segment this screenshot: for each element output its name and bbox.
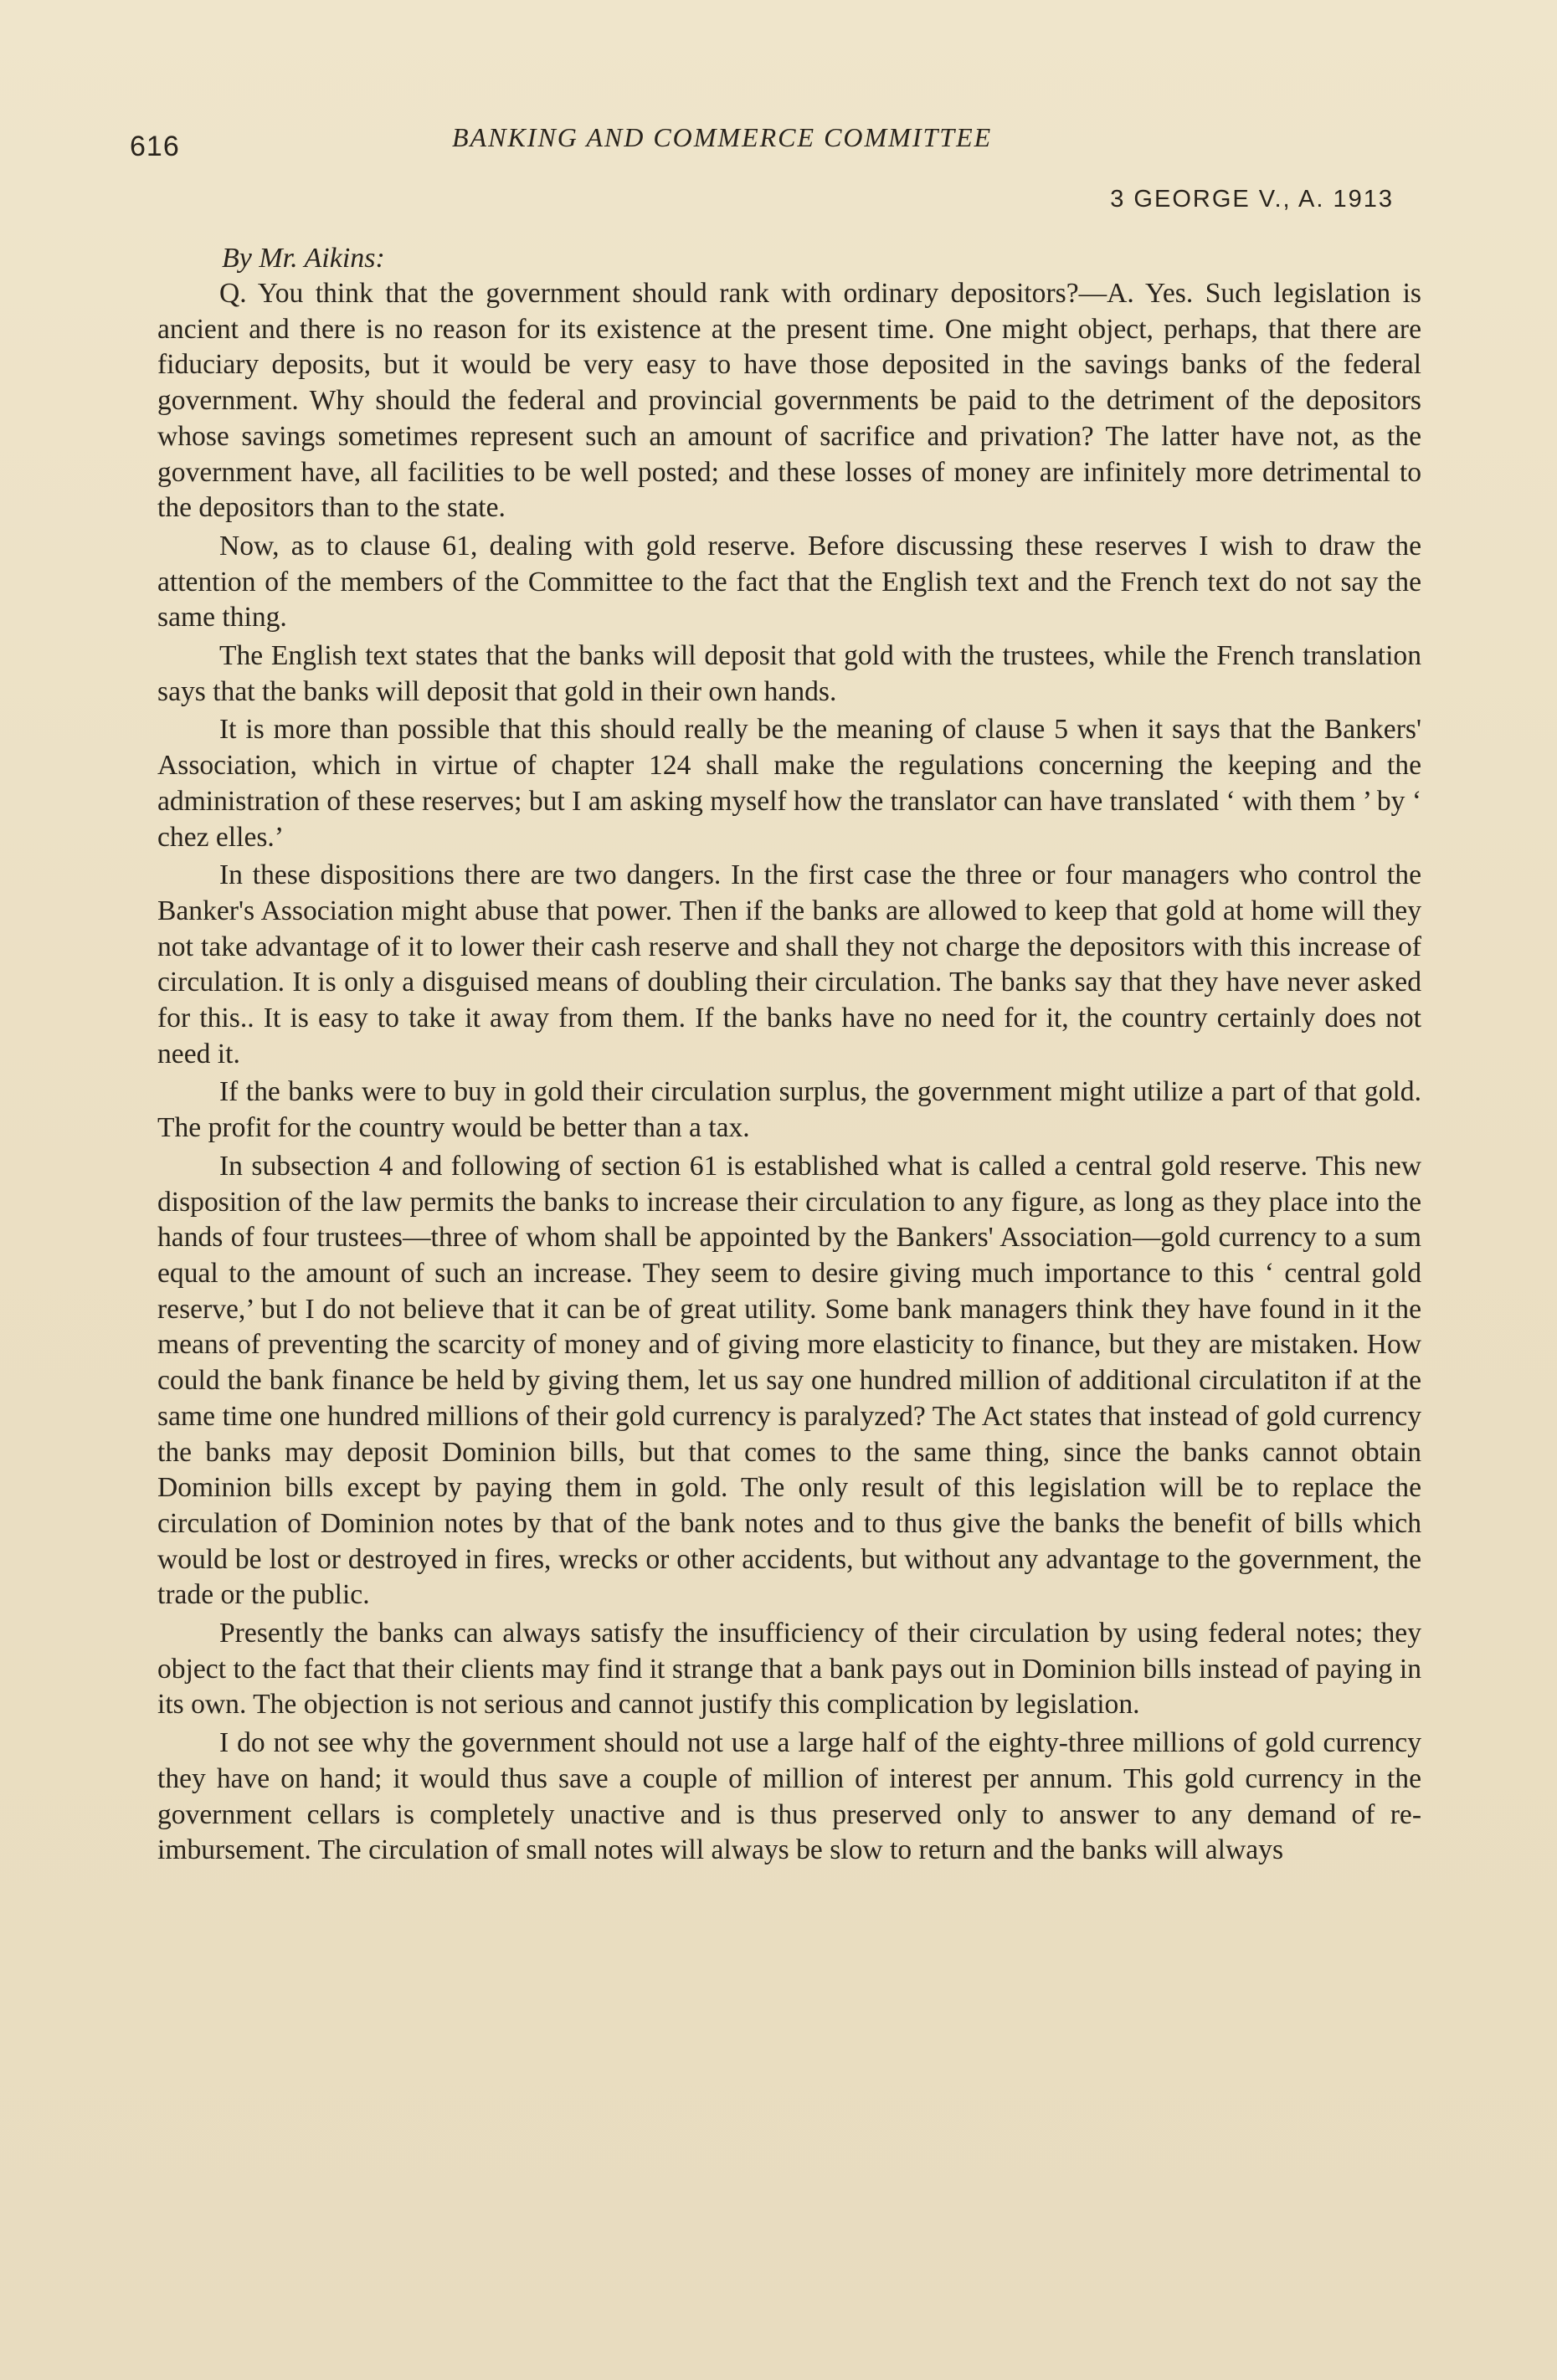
paragraph: In these dispositions there are two dangers. In the first case the three or four managers who control the Banker's Association might abuse that power. Then if the banks are allowed to keep that gold at home will they not take advantage of it to lower their cash reserve and shall they not charge the depositors with this increase of circulation. It is only a disguised means of doubling their circulation. The banks say that they have never asked for this.. It is easy to take it away from them. If the banks have no need for it, the country certainly does not need it.: [157, 859, 1421, 1069]
paragraph: Q. You think that the government should rank with ordinary depositors?—A. Yes. Such legislation is ancient and there is no reason for its existence at the present time. One might object, perhaps, that there are fiduciary deposits, but it would be very easy to have those deposited in the savings banks of the federal government. Why should the federal and provincial governments be paid to the detriment of the depositors whose savings sometimes represent such an amount of sacrifice and privation? The latter have not, as the government have, all facilities to be well posted; and these losses of money are infinitely more detrimental to the depositors than to the state.: [157, 278, 1421, 524]
paragraph: It is more than possible that this should really be the meaning of clause 5 when it says that the Bankers' Association, which in virtue of chapter 124 shall make the regulations concerning the keeping and the administration of these reserves; but I am asking myself how the translator can have translated ‘ with them ’ by ‘ chez elles.’: [157, 714, 1421, 853]
paragraph: The English text states that the banks will deposit that gold with the trustees, while the French translation says that the banks will deposit that gold in their own hands.: [157, 640, 1421, 707]
session-label: 3 GEORGE V., A. 1913: [1110, 186, 1394, 213]
paragraph: If the banks were to buy in gold their circulation surplus, the government might utilize a part of that gold. The profit for the country would be better than a tax.: [157, 1076, 1421, 1144]
speaker-heading: By Mr. Aikins:: [222, 243, 385, 274]
paragraph: Now, as to clause 61, dealing with gold reserve. Before discussing these reserves I wish to draw the attention of the members of the Committee to the fact that the English text and the French text do not say the same thing.: [157, 530, 1421, 633]
body-text: [157, 276, 1421, 1871]
paragraph: Presently the banks can always satisfy the insufficiency of their circulation by using federal notes; they object to the fact that their clients may find it strange that a bank pays out in Dominion bills instead of paying in its own. The objection is not serious and cannot justify this complication by legislation.: [157, 1618, 1421, 1721]
page-number: 616: [130, 131, 180, 162]
running-head: BANKING AND COMMERCE COMMITTEE: [452, 122, 993, 152]
paragraph: I do not see why the government should not use a large half of the eighty-three millions of gold currency they have on hand; it would thus save a couple of million of interest per annum. This gold currency in the government cellars is completely unactive and is thus preserved only to answer to any demand of re-imbursement. The circulation of small notes will always be slow to return and the banks will always: [157, 1727, 1421, 1866]
paragraph: In subsection 4 and following of section 61 is established what is called a central gold reserve. This new disposition of the law permits the banks to increase their circulation to any figure, as long as they place into the hands of four trustees—three of whom shall be appointed by the Bankers' Association—gold currency to a sum equal to the amount of such an increase. They seem to desire giving much importance to this ‘ central gold reserve,’ but I do not believe that it can be of great utility. Some bank managers think they have found in it the means of preventing the scarcity of money and of giving more elasticity to finance, but they are mistaken. How could the bank finance be held by giving them, let us say one hundred million of additional circulatiton if at the same time one hundred millions of their gold currency is paralyzed? The Act states that instead of gold currency the banks may deposit Dominion bills, but that comes to the same thing, since the banks cannot obtain Dominion bills except by paying them in gold. The only result of this legislation will be to replace the circulation of Dominion notes by that of the bank notes and to thus give the banks the benefit of bills which would be lost or destroyed in fires, wrecks or other accidents, but without any advantage to the government, the trade or the public.: [157, 1150, 1421, 1611]
